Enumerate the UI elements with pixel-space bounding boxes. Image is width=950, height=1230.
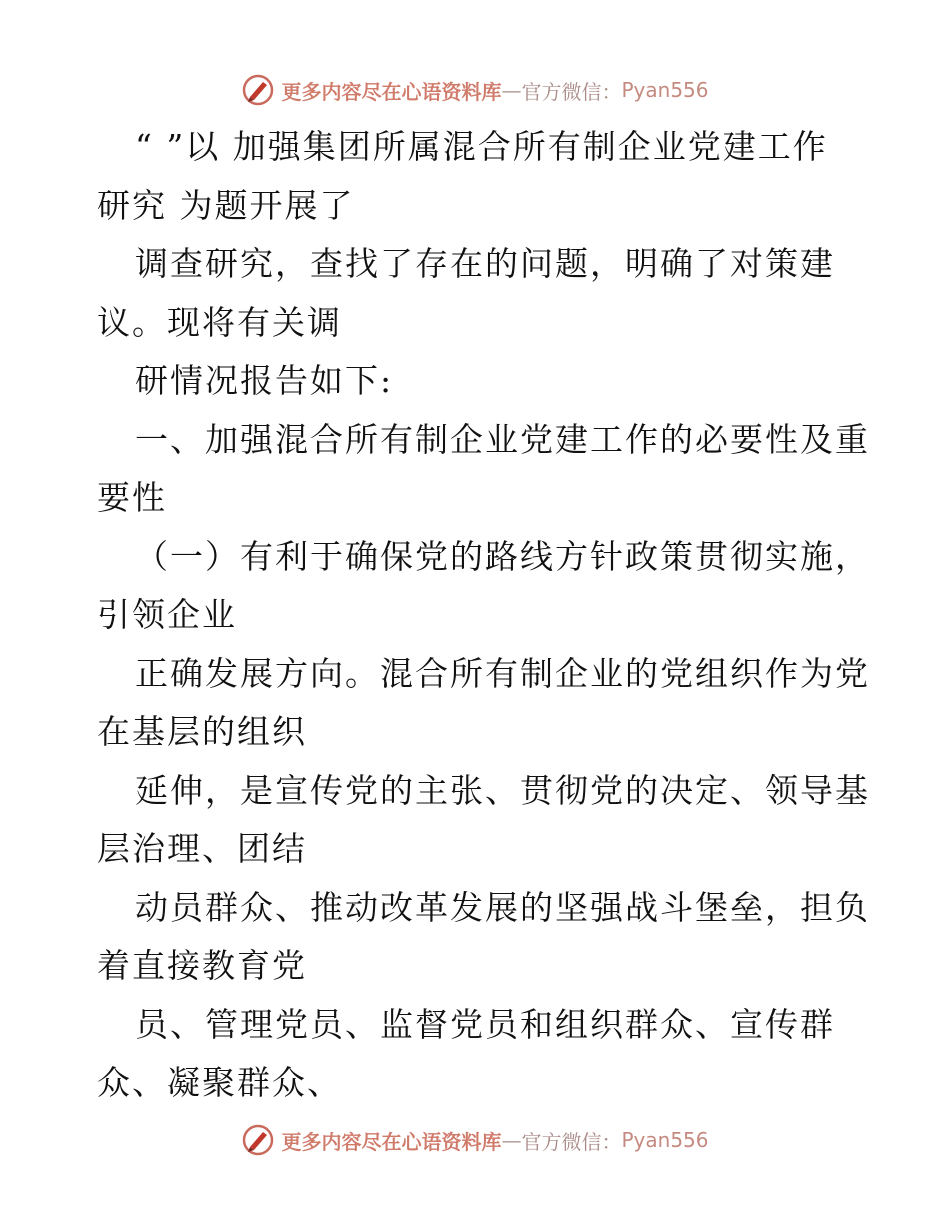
- subsection-heading: （一）有利于确保党的路线方针政策贯彻实施，: [135, 536, 870, 576]
- text-line: 着直接教育党: [97, 946, 307, 985]
- text-line: 在基层的组织: [97, 712, 307, 751]
- watermark-separator: —: [501, 78, 522, 102]
- text-line: 众、凝聚群众、: [97, 1063, 342, 1102]
- text-line: 调查研究，查找了存在的问题，明确了对策建: [135, 244, 835, 283]
- watermark-brand: 更多内容尽在心语资料库: [281, 1129, 502, 1154]
- text-line: 引领企业: [97, 595, 237, 634]
- text-line: 员、管理党员、监督党员和组织群众、宣传群: [135, 1004, 835, 1044]
- text-line: 议。现将有关调: [97, 302, 342, 342]
- section-heading-continued: 要性: [97, 478, 167, 517]
- watermark-separator: —: [501, 1128, 522, 1152]
- header-watermark: [0, 70, 950, 110]
- text-line: 正确发展方向。混合所有制企业的党组织作为党: [135, 653, 870, 693]
- text-line: 动员群众、推动改革发展的坚强战斗堡垒，担负: [135, 887, 870, 927]
- watermark-brand: 更多内容尽在心语资料库: [281, 79, 502, 104]
- footer-watermark: [0, 1120, 950, 1160]
- pen-logo-icon: [241, 73, 275, 107]
- watermark-contact-id: Pyan556: [621, 78, 709, 102]
- watermark-contact-label: 官方微信：: [521, 79, 622, 104]
- pen-logo-icon: [241, 1123, 275, 1157]
- text-line: 研究 为题开展了: [97, 185, 355, 225]
- text-line: 研情况报告如下:: [135, 361, 394, 400]
- text-line: “ ”以 加强集团所属混合所有制企业党建工作: [135, 127, 828, 166]
- text-line: 层治理、团结: [97, 829, 307, 868]
- watermark-contact-label: 官方微信：: [521, 1129, 622, 1154]
- text-line: 延伸，是宣传党的主张、贯彻党的决定、领导基: [135, 770, 870, 810]
- section-heading: 一、加强混合所有制企业党建工作的必要性及重: [135, 419, 870, 459]
- watermark-contact-id: Pyan556: [621, 1128, 709, 1152]
- document-body: [97, 118, 870, 1113]
